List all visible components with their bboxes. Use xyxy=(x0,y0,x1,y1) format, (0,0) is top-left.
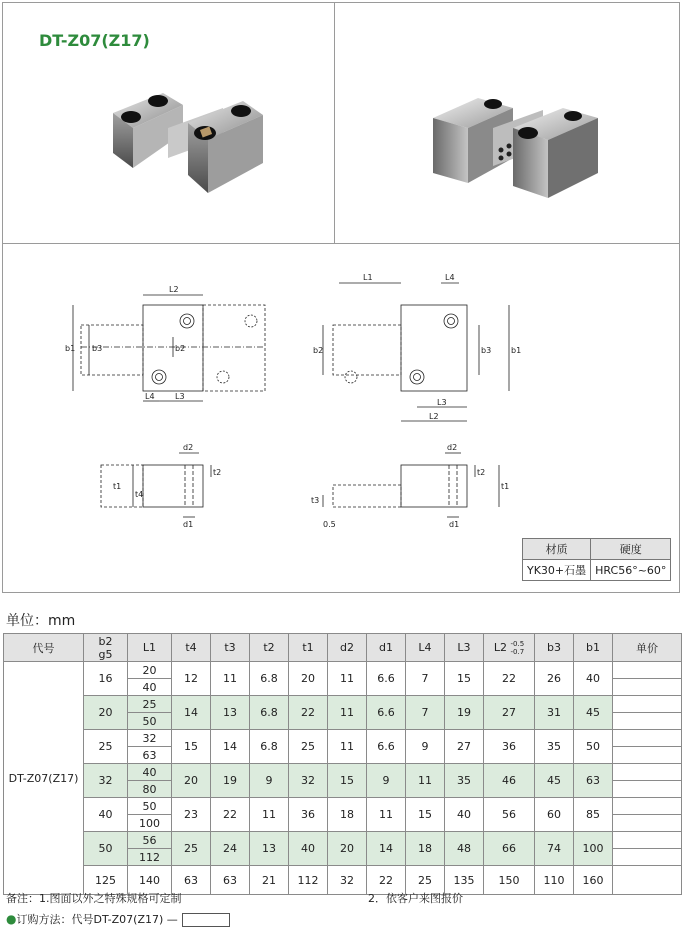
code-cell: DT-Z07(Z17) xyxy=(4,662,84,895)
price-cell[interactable] xyxy=(613,730,682,747)
t4-cell: 63 xyxy=(172,866,211,895)
l1-cell: 100 xyxy=(128,815,172,832)
hardness-value: HRC56°~60° xyxy=(591,560,671,581)
order-input-box[interactable] xyxy=(182,913,230,927)
l2-cell: 27 xyxy=(484,696,535,730)
b2-cell: 32 xyxy=(84,764,128,798)
spec-header-row xyxy=(4,634,682,662)
b3-cell: 45 xyxy=(535,764,574,798)
l1-cell: 80 xyxy=(128,781,172,798)
t1-cell: 25 xyxy=(289,730,328,764)
l3-cell: 40 xyxy=(445,798,484,832)
t2-cell: 6.8 xyxy=(250,730,289,764)
header-t1: t1 xyxy=(289,634,328,662)
price-cell[interactable] xyxy=(613,781,682,798)
label-l2-left: L2 xyxy=(169,285,179,294)
table-row xyxy=(4,696,682,713)
header-l2-label: L2 xyxy=(493,640,507,654)
b1-cell: 160 xyxy=(574,866,613,895)
l1-cell: 63 xyxy=(128,747,172,764)
price-cell[interactable] xyxy=(613,832,682,849)
label-b3-right: b3 xyxy=(481,346,492,355)
t2-cell: 9 xyxy=(250,764,289,798)
t1-cell: 112 xyxy=(289,866,328,895)
spec-table xyxy=(3,633,682,895)
tol-lower: -0.7 xyxy=(510,647,525,656)
b1-cell: 45 xyxy=(574,696,613,730)
header-l3: L3 xyxy=(445,634,484,662)
price-cell[interactable] xyxy=(613,713,682,730)
label-t2-right: t2 xyxy=(477,468,486,477)
t4-cell: 23 xyxy=(172,798,211,832)
header-b1: b1 xyxy=(574,634,613,662)
t1-cell: 20 xyxy=(289,662,328,696)
d2-cell: 32 xyxy=(328,866,367,895)
l4-cell: 11 xyxy=(406,764,445,798)
t3-cell: 63 xyxy=(211,866,250,895)
t2-cell: 21 xyxy=(250,866,289,895)
label-d2-left: d2 xyxy=(183,443,194,452)
header-t2: t2 xyxy=(250,634,289,662)
t4-cell: 25 xyxy=(172,832,211,866)
l3-cell: 48 xyxy=(445,832,484,866)
label-l2-right: L2 xyxy=(429,412,439,421)
b2-cell: 40 xyxy=(84,798,128,832)
label-b3-left: b3 xyxy=(92,344,103,353)
l1-cell: 40 xyxy=(128,679,172,696)
d1-cell: 6.6 xyxy=(367,730,406,764)
l1-cell: 50 xyxy=(128,713,172,730)
product-photo-2 xyxy=(423,88,613,208)
price-cell[interactable] xyxy=(613,815,682,832)
note-2: 2．依客户来图报价 xyxy=(368,892,463,905)
label-b1-left: b1 xyxy=(65,344,76,353)
t4-cell: 14 xyxy=(172,696,211,730)
t4-cell: 20 xyxy=(172,764,211,798)
l2-cell: 36 xyxy=(484,730,535,764)
label-d1-right: d1 xyxy=(449,520,460,529)
t3-cell: 11 xyxy=(211,662,250,696)
b1-cell: 85 xyxy=(574,798,613,832)
t1-cell: 32 xyxy=(289,764,328,798)
t1-cell: 36 xyxy=(289,798,328,832)
t3-cell: 14 xyxy=(211,730,250,764)
l2-cell: 46 xyxy=(484,764,535,798)
header-g5: g5 xyxy=(98,647,113,661)
product-title: DT-Z07(Z17) xyxy=(39,31,150,50)
b1-cell: 50 xyxy=(574,730,613,764)
label-d2-right: d2 xyxy=(447,443,458,452)
header-code: 代号 xyxy=(4,634,84,662)
b3-cell: 31 xyxy=(535,696,574,730)
l4-cell: 7 xyxy=(406,662,445,696)
price-cell[interactable] xyxy=(613,866,682,895)
d1-cell: 11 xyxy=(367,798,406,832)
header-d2: d2 xyxy=(328,634,367,662)
t2-cell: 6.8 xyxy=(250,696,289,730)
b3-cell: 74 xyxy=(535,832,574,866)
b2-cell: 50 xyxy=(84,832,128,866)
header-t4: t4 xyxy=(172,634,211,662)
price-cell[interactable] xyxy=(613,849,682,866)
price-cell[interactable] xyxy=(613,764,682,781)
l3-cell: 15 xyxy=(445,662,484,696)
price-cell[interactable] xyxy=(613,696,682,713)
d1-cell: 9 xyxy=(367,764,406,798)
unit-label: 单位：mm xyxy=(6,613,76,629)
label-b2-left: b2 xyxy=(175,344,186,353)
table-row xyxy=(4,662,682,679)
l3-cell: 27 xyxy=(445,730,484,764)
l1-cell: 20 xyxy=(128,662,172,679)
label-d1-left: d1 xyxy=(183,520,194,529)
bullet-icon: ● xyxy=(6,912,17,926)
label-t2-left: t2 xyxy=(213,468,222,477)
l1-cell: 56 xyxy=(128,832,172,849)
table-row xyxy=(4,730,682,747)
b3-cell: 110 xyxy=(535,866,574,895)
header-l2 xyxy=(484,634,535,662)
note-1: 备注：1.图面以外之特殊规格可定制 xyxy=(6,892,182,905)
header-b2: b2 xyxy=(98,634,113,648)
frame-divider-horizontal xyxy=(3,243,679,244)
t4-cell: 15 xyxy=(172,730,211,764)
l3-cell: 135 xyxy=(445,866,484,895)
header-b3: b3 xyxy=(535,634,574,662)
l1-cell: 112 xyxy=(128,849,172,866)
price-cell[interactable] xyxy=(613,798,682,815)
d2-cell: 18 xyxy=(328,798,367,832)
d1-cell: 22 xyxy=(367,866,406,895)
order-text: 订购方法：代号DT-Z07(Z17) — xyxy=(16,913,178,926)
d1-cell: 14 xyxy=(367,832,406,866)
hardness-header: 硬度 xyxy=(591,539,671,560)
label-t1-left: t1 xyxy=(113,482,122,491)
t2-cell: 6.8 xyxy=(250,662,289,696)
b1-cell: 40 xyxy=(574,662,613,696)
t2-cell: 13 xyxy=(250,832,289,866)
b2-cell: 16 xyxy=(84,662,128,696)
t4-cell: 12 xyxy=(172,662,211,696)
t3-cell: 24 xyxy=(211,832,250,866)
label-b1-right: b1 xyxy=(511,346,522,355)
l2-cell: 66 xyxy=(484,832,535,866)
product-photo-1 xyxy=(93,83,273,213)
header-t3: t3 xyxy=(211,634,250,662)
material-table xyxy=(522,538,671,581)
l3-cell: 35 xyxy=(445,764,484,798)
l2-cell: 150 xyxy=(484,866,535,895)
label-t4-left: t4 xyxy=(135,490,144,499)
header-l1: L1 xyxy=(128,634,172,662)
label-l4-left: L4 xyxy=(145,392,155,401)
l1-cell: 40 xyxy=(128,764,172,781)
l4-cell: 9 xyxy=(406,730,445,764)
table-row xyxy=(4,764,682,781)
technical-drawing xyxy=(61,265,531,535)
price-cell[interactable] xyxy=(613,662,682,679)
l1-cell: 32 xyxy=(128,730,172,747)
material-header: 材质 xyxy=(523,539,591,560)
l1-cell: 140 xyxy=(128,866,172,895)
label-t3-right: t3 xyxy=(311,496,320,505)
d2-cell: 15 xyxy=(328,764,367,798)
label-l3-right: L3 xyxy=(437,398,447,407)
top-frame xyxy=(2,2,680,593)
d2-cell: 11 xyxy=(328,662,367,696)
table-row xyxy=(4,798,682,815)
frame-divider-vertical xyxy=(334,3,335,243)
t1-cell: 22 xyxy=(289,696,328,730)
price-cell[interactable] xyxy=(613,747,682,764)
header-price: 单价 xyxy=(613,634,682,662)
t3-cell: 13 xyxy=(211,696,250,730)
b2-cell: 125 xyxy=(84,866,128,895)
header-l4: L4 xyxy=(406,634,445,662)
t3-cell: 19 xyxy=(211,764,250,798)
t1-cell: 40 xyxy=(289,832,328,866)
b3-cell: 60 xyxy=(535,798,574,832)
material-value: YK30+石墨 xyxy=(523,560,591,581)
b2-cell: 25 xyxy=(84,730,128,764)
d1-cell: 6.6 xyxy=(367,662,406,696)
b1-cell: 100 xyxy=(574,832,613,866)
table-row xyxy=(4,832,682,849)
header-d1: d1 xyxy=(367,634,406,662)
price-cell[interactable] xyxy=(613,679,682,696)
order-method xyxy=(6,911,230,927)
l1-cell: 25 xyxy=(128,696,172,713)
t2-cell: 11 xyxy=(250,798,289,832)
t3-cell: 22 xyxy=(211,798,250,832)
d2-cell: 20 xyxy=(328,832,367,866)
l3-cell: 19 xyxy=(445,696,484,730)
l4-cell: 15 xyxy=(406,798,445,832)
b3-cell: 35 xyxy=(535,730,574,764)
b3-cell: 26 xyxy=(535,662,574,696)
header-b2-g5 xyxy=(84,634,128,662)
label-l4-right: L4 xyxy=(445,273,455,282)
tol-upper: -0.5 xyxy=(510,639,525,648)
d1-cell: 6.6 xyxy=(367,696,406,730)
l4-cell: 7 xyxy=(406,696,445,730)
label-l3-left: L3 xyxy=(175,392,185,401)
l2-cell: 56 xyxy=(484,798,535,832)
b1-cell: 63 xyxy=(574,764,613,798)
l2-cell: 22 xyxy=(484,662,535,696)
l1-cell: 50 xyxy=(128,798,172,815)
d2-cell: 11 xyxy=(328,696,367,730)
l4-cell: 25 xyxy=(406,866,445,895)
label-l1-right: L1 xyxy=(363,273,373,282)
label-b2-right: b2 xyxy=(313,346,324,355)
d2-cell: 11 xyxy=(328,730,367,764)
l4-cell: 18 xyxy=(406,832,445,866)
b2-cell: 20 xyxy=(84,696,128,730)
label-t1-right: t1 xyxy=(501,482,510,491)
label-gap-right: 0.5 xyxy=(323,520,336,529)
